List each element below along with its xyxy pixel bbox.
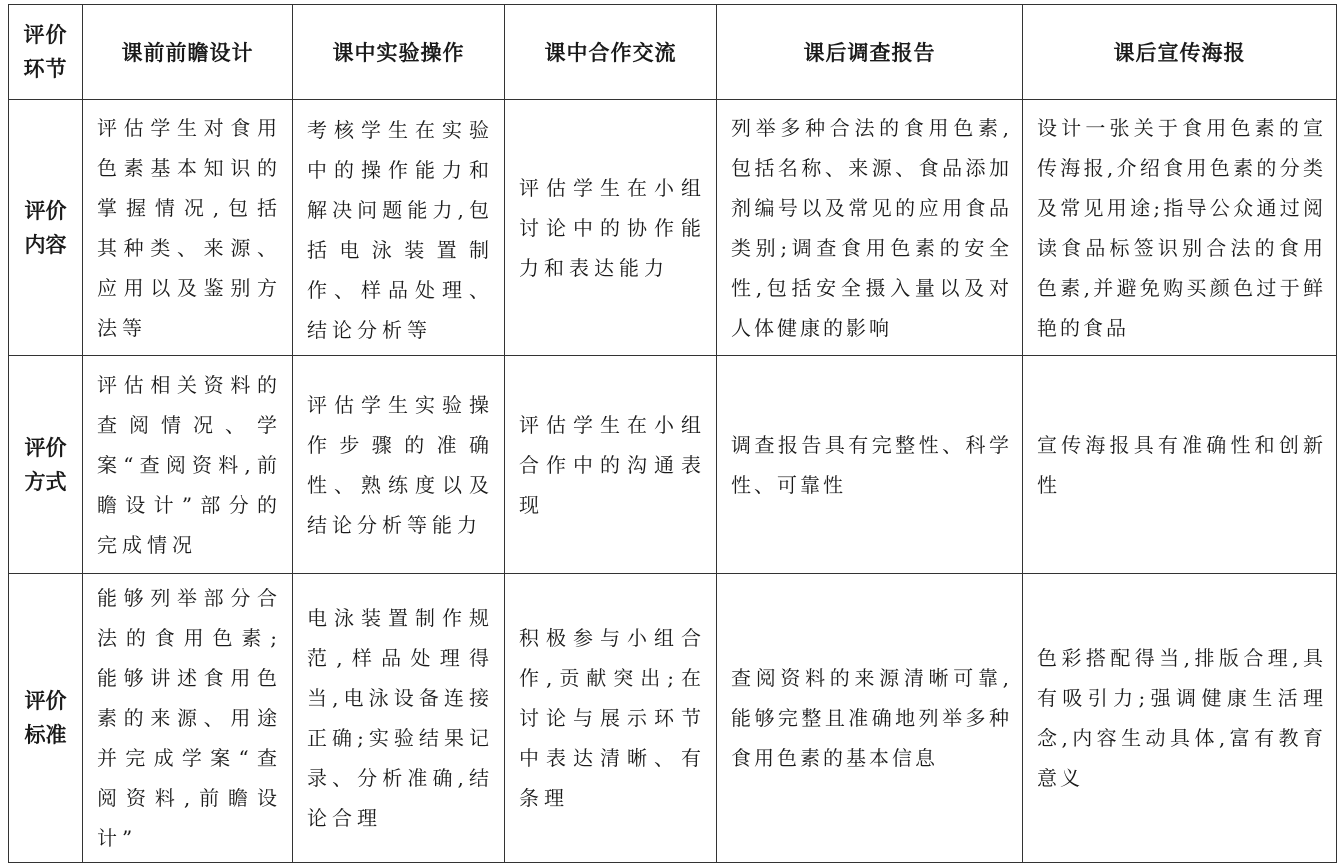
row-label-method	[9, 356, 83, 574]
row-label-content	[9, 100, 83, 356]
table-row-standard	[9, 574, 1337, 863]
corner-label-line1: 评价	[23, 23, 68, 47]
table-cell: 积极参与小组合作,贡献突出;在讨论与展示环节中表达清晰、有条理	[505, 574, 717, 863]
corner-header-cell	[9, 5, 83, 100]
row-label-line2: 标准	[24, 723, 67, 747]
table-row-method	[9, 356, 1337, 574]
table-cell: 评估学生在小组讨论中的协作能力和表达能力	[505, 100, 717, 356]
table-cell: 评估学生实验操作步骤的准确性、熟练度以及结论分析等能力	[293, 356, 505, 574]
row-label-standard	[9, 574, 83, 863]
table-cell: 评估学生对食用色素基本知识的掌握情况,包括其种类、来源、应用以及鉴别方法等	[83, 100, 293, 356]
column-header: 课前前瞻设计	[83, 5, 293, 100]
table-cell: 查阅资料的来源清晰可靠,能够完整且准确地列举多种食用色素的基本信息	[717, 574, 1023, 863]
row-label-line1: 评价	[24, 689, 67, 713]
row-label-line1: 评价	[24, 435, 67, 460]
table-cell: 色彩搭配得当,排版合理,具有吸引力;强调健康生活理念,内容生动具体,富有教育意义	[1023, 574, 1337, 863]
column-header: 课中实验操作	[293, 5, 505, 100]
table-cell: 电泳装置制作规范,样品处理得当,电泳设备连接正确;实验结果记录、分析准确,结论合理	[293, 574, 505, 863]
header-row	[9, 5, 1337, 100]
table-cell: 列举多种合法的食用色素,包括名称、来源、食品添加剂编号以及常见的应用食品类别;调查食用色素的安全性,包括安全摄入量以及对人体健康的影响	[717, 100, 1023, 356]
table-row-content	[9, 100, 1337, 356]
table-cell: 调查报告具有完整性、科学性、可靠性	[717, 356, 1023, 574]
row-label-line1: 评价	[24, 198, 67, 223]
table-cell: 评估学生在小组合作中的沟通表现	[505, 356, 717, 574]
table-cell: 能够列举部分合法的食用色素;能够讲述食用色素的来源、用途并完成学案“查阅资料,前瞻设计”	[83, 574, 293, 863]
row-label-line2: 内容	[24, 232, 67, 257]
column-header: 课后宣传海报	[1023, 5, 1337, 100]
corner-label-line2: 环节	[23, 57, 68, 81]
column-header: 课后调查报告	[717, 5, 1023, 100]
column-header: 课中合作交流	[505, 5, 717, 100]
table-cell: 评估相关资料的查阅情况、学案“查阅资料,前瞻设计”部分的完成情况	[83, 356, 293, 574]
table-cell: 宣传海报具有准确性和创新性	[1023, 356, 1337, 574]
evaluation-table	[8, 4, 1337, 863]
row-label-line2: 方式	[24, 469, 67, 494]
table-cell: 考核学生在实验中的操作能力和解决问题能力,包括电泳装置制作、样品处理、结论分析等	[293, 100, 505, 356]
table-cell: 设计一张关于食用色素的宣传海报,介绍食用色素的分类及常见用途;指导公众通过阅读食品标签识别合法的食用色素,并避免购买颜色过于鲜艳的食品	[1023, 100, 1337, 356]
